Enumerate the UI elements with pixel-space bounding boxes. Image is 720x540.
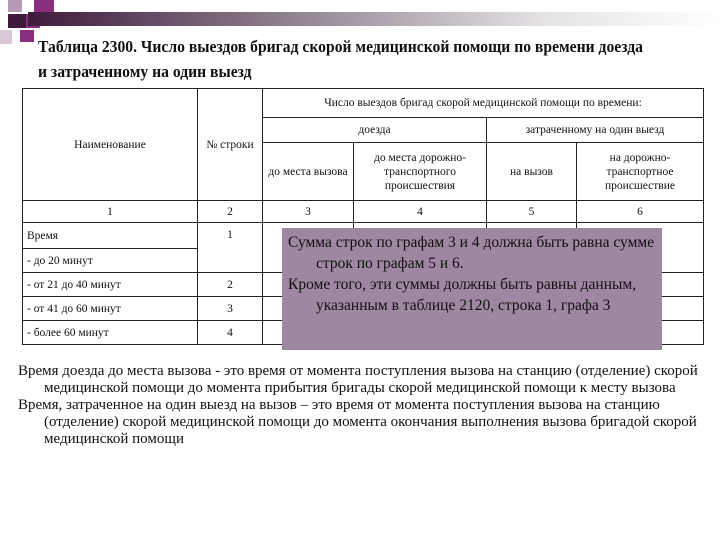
header-row-number: № строки [198,89,263,201]
slide-title: Таблица 2300. Число выездов бригад скорой медицинской помощи по времени доезда и затраченному на один выезд [38,37,643,81]
row-number: 1 [198,223,263,273]
row-name: Время [23,223,198,249]
col-num: 1 [23,201,198,223]
col-num: 2 [198,201,263,223]
note-callout [282,228,662,350]
header-col5: на вызов [487,143,577,201]
note-text: Кроме того, эти суммы должны быть равны данным, указанным в таблице 2120, строка 1, графа 3 [288,276,637,314]
row-name: - от 41 до 60 минут [23,297,198,321]
row-name: - более 60 минут [23,321,198,345]
definitions [18,363,708,448]
row-name: - от 21 до 40 минут [23,273,198,297]
col-num: 6 [577,201,704,223]
col-num: 5 [487,201,577,223]
col-num: 4 [354,201,487,223]
header-name: Наименование [23,89,198,201]
header-spent: затраченному на один выезд [487,118,704,143]
header-gradient-bar [28,12,720,26]
row-number: 3 [198,297,263,321]
header-col6: на дорожно-транспортное происшествие [577,143,704,201]
definition-text: Время, затраченное на один выезд на вызов – это время от момента поступления вызова на станцию (отделение) скорой медицинской помощи до момента окончания выполнения вызова бригадой скорой медицинской помощи [18,397,697,447]
header-col3: до места вызова [263,143,354,201]
header-col4: до места дорожно-транспортного происшествия [354,143,487,201]
definition-text: Время доезда до места вызова - это время от момента поступления вызова на станцию (отделение) скорой медицинской помощи до момента прибытия бригады скорой медицинской помощи к месту вызова [18,363,698,396]
row-name: - до 20 минут [23,249,198,273]
col-num: 3 [263,201,354,223]
row-number: 4 [198,321,263,345]
note-text: Сумма строк по графам 3 и 4 должна быть равна сумме строк по графам 5 и 6. [288,234,655,272]
header-arrival: доезда [263,118,487,143]
header-group: Число выездов бригад скорой медицинской помощи по времени: [263,89,704,118]
row-number: 2 [198,273,263,297]
